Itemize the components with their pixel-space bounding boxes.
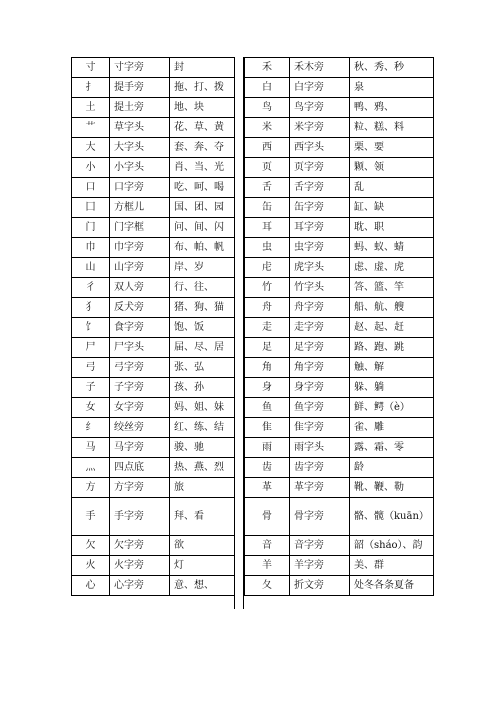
example-chars-cell: 红、练、结 — [170, 418, 235, 438]
radical-cell: 虫 — [245, 238, 290, 258]
radical-name-cell: 虎字头 — [290, 258, 350, 278]
radical-name-cell: 鸟字旁 — [290, 98, 350, 118]
radical-row — [245, 98, 434, 118]
radical-cell: 心 — [72, 576, 110, 596]
radical-cell: 白 — [245, 78, 290, 98]
radical-row — [245, 78, 434, 98]
radical-cell: 饣 — [72, 318, 110, 338]
example-chars-cell: 热、燕、烈 — [170, 458, 235, 478]
example-chars-cell: 猪、狗、猫 — [170, 298, 235, 318]
radical-row — [245, 298, 434, 318]
radical-name-cell: 四点底 — [110, 458, 170, 478]
radical-name-cell: 齿字旁 — [290, 458, 350, 478]
radical-cell: 米 — [245, 118, 290, 138]
example-chars-cell: 问、间、闪 — [170, 218, 235, 238]
radical-cell: 页 — [245, 158, 290, 178]
example-chars-cell: 鲜、鳄（è） — [350, 398, 434, 418]
radical-row — [72, 536, 235, 556]
radical-name-cell: 山字旁 — [110, 258, 170, 278]
radical-row — [72, 318, 235, 338]
radical-cell: 艹 — [72, 118, 110, 138]
radical-row — [72, 298, 235, 318]
radical-cell: 弓 — [72, 358, 110, 378]
radical-cell: 舌 — [245, 178, 290, 198]
example-chars-cell: 触、解 — [350, 358, 434, 378]
radical-name-cell: 火字旁 — [110, 556, 170, 576]
radical-name-cell: 双人旁 — [110, 278, 170, 298]
radical-name-cell: 竹字头 — [290, 278, 350, 298]
radical-cell: 手 — [72, 498, 110, 536]
radical-row — [245, 198, 434, 218]
radical-name-cell: 白字旁 — [290, 78, 350, 98]
radical-row — [72, 438, 235, 458]
radical-row — [72, 556, 235, 576]
radical-name-cell: 尸字头 — [110, 338, 170, 358]
radical-row — [72, 198, 235, 218]
radical-name-cell: 门字框 — [110, 218, 170, 238]
radical-name-cell: 食字旁 — [110, 318, 170, 338]
radical-row — [72, 478, 235, 498]
radical-name-cell: 音字旁 — [290, 536, 350, 556]
radical-cell: 骨 — [245, 498, 290, 536]
radical-cell: 马 — [72, 438, 110, 458]
radical-name-cell: 雨字头 — [290, 438, 350, 458]
radical-cell: 巾 — [72, 238, 110, 258]
radical-cell: 犭 — [72, 298, 110, 318]
radical-name-cell: 口字旁 — [110, 178, 170, 198]
radical-name-cell: 折文旁 — [290, 576, 350, 596]
radical-row — [245, 556, 434, 576]
radical-cell: 西 — [245, 138, 290, 158]
example-chars-cell: 吃、呵、喝 — [170, 178, 235, 198]
radical-cell: 彳 — [72, 278, 110, 298]
radical-cell: 山 — [72, 258, 110, 278]
example-chars-cell: 赵、起、赶 — [350, 318, 434, 338]
radical-name-cell: 舟字旁 — [290, 298, 350, 318]
radical-cell: 身 — [245, 378, 290, 398]
radical-name-cell: 耳字旁 — [290, 218, 350, 238]
radical-name-cell: 草字头 — [110, 118, 170, 138]
radical-cell: 隹 — [245, 418, 290, 438]
radical-row — [72, 458, 235, 478]
example-chars-cell: 肖、当、光 — [170, 158, 235, 178]
radical-row — [245, 458, 434, 478]
example-chars-cell: 行、往、 — [170, 278, 235, 298]
radical-row — [245, 398, 434, 418]
example-chars-cell: 乱 — [350, 178, 434, 198]
example-chars-cell: 届、尽、居 — [170, 338, 235, 358]
radical-cell: 竹 — [245, 278, 290, 298]
radical-cell: 齿 — [245, 458, 290, 478]
radical-cell: 耳 — [245, 218, 290, 238]
radical-name-cell: 羊字旁 — [290, 556, 350, 576]
radical-row — [245, 318, 434, 338]
example-chars-cell: 答、篮、竿 — [350, 278, 434, 298]
radical-row — [72, 118, 235, 138]
radical-row — [245, 478, 434, 498]
radical-cell: 欠 — [72, 536, 110, 556]
radical-cell: 囗 — [72, 198, 110, 218]
example-chars-cell: 妈、姐、妹 — [170, 398, 235, 418]
radical-name-cell: 身字旁 — [290, 378, 350, 398]
radical-cell: 口 — [72, 178, 110, 198]
example-chars-cell: 船、航、艘 — [350, 298, 434, 318]
radical-cell: 鸟 — [245, 98, 290, 118]
radical-row — [72, 338, 235, 358]
radical-cell: 革 — [245, 478, 290, 498]
radical-cell: 走 — [245, 318, 290, 338]
radical-name-cell: 小字头 — [110, 158, 170, 178]
example-chars-cell: 岸、岁 — [170, 258, 235, 278]
radical-cell: 鱼 — [245, 398, 290, 418]
radical-row — [72, 378, 235, 398]
radical-cell: 纟 — [72, 418, 110, 438]
radical-name-cell: 舌字旁 — [290, 178, 350, 198]
radical-row — [245, 438, 434, 458]
example-chars-cell: 处冬各条夏备 — [350, 576, 434, 596]
example-chars-cell: 骼、髋（kuān） — [350, 498, 434, 536]
radical-row — [72, 398, 235, 418]
radical-cell: 土 — [72, 98, 110, 118]
radical-row — [72, 98, 235, 118]
radical-name-cell: 页字旁 — [290, 158, 350, 178]
radical-name-cell: 缶字旁 — [290, 198, 350, 218]
example-chars-cell: 韶（sháo）、韵 — [350, 536, 434, 556]
radical-cell: 火 — [72, 556, 110, 576]
radical-row — [72, 218, 235, 238]
example-chars-cell: 美、群 — [350, 556, 434, 576]
radical-name-cell: 鱼字旁 — [290, 398, 350, 418]
radical-name-cell: 女字旁 — [110, 398, 170, 418]
radical-cell: 雨 — [245, 438, 290, 458]
example-chars-cell: 龄 — [350, 458, 434, 478]
radical-row — [72, 58, 235, 78]
radical-row — [245, 138, 434, 158]
example-chars-cell: 缸、缺 — [350, 198, 434, 218]
example-chars-cell: 蚂、蚁、蜻 — [350, 238, 434, 258]
radical-cell: 小 — [72, 158, 110, 178]
example-chars-cell: 孩、孙 — [170, 378, 235, 398]
radical-row — [245, 576, 434, 596]
radical-table-right — [244, 57, 434, 596]
radical-name-cell: 马字旁 — [110, 438, 170, 458]
radical-row — [72, 418, 235, 438]
radical-cell: 寸 — [72, 58, 110, 78]
radical-name-cell: 西字头 — [290, 138, 350, 158]
radical-cell: 门 — [72, 218, 110, 238]
example-chars-cell: 虑、虚、虎 — [350, 258, 434, 278]
radical-cell: 子 — [72, 378, 110, 398]
radical-cell: 音 — [245, 536, 290, 556]
example-chars-cell: 封 — [170, 58, 235, 78]
radical-name-cell: 手字旁 — [110, 498, 170, 536]
radical-cell: 灬 — [72, 458, 110, 478]
example-chars-cell: 灯 — [170, 556, 235, 576]
radical-name-cell: 革字旁 — [290, 478, 350, 498]
radical-cell: 羊 — [245, 556, 290, 576]
radical-cell: 扌 — [72, 78, 110, 98]
radical-row — [72, 138, 235, 158]
radical-name-cell: 提手旁 — [110, 78, 170, 98]
radical-name-cell: 足字旁 — [290, 338, 350, 358]
example-chars-cell: 花、草、黄 — [170, 118, 235, 138]
radical-cell: 角 — [245, 358, 290, 378]
radical-name-cell: 方框儿 — [110, 198, 170, 218]
radical-row — [245, 218, 434, 238]
radical-row — [245, 378, 434, 398]
example-chars-cell: 靴、鞭、勒 — [350, 478, 434, 498]
radical-name-cell: 弓字旁 — [110, 358, 170, 378]
radical-name-cell: 大字头 — [110, 138, 170, 158]
radical-row — [245, 158, 434, 178]
example-chars-cell: 路、跑、跳 — [350, 338, 434, 358]
example-chars-cell: 饱、饭 — [170, 318, 235, 338]
radical-name-cell: 子字旁 — [110, 378, 170, 398]
radical-row — [72, 358, 235, 378]
radical-row — [72, 258, 235, 278]
radical-name-cell: 骨字旁 — [290, 498, 350, 536]
radical-name-cell: 虫字旁 — [290, 238, 350, 258]
radical-row — [245, 358, 434, 378]
example-chars-cell: 栗、要 — [350, 138, 434, 158]
radical-name-cell: 隹字旁 — [290, 418, 350, 438]
radical-row — [72, 158, 235, 178]
radical-row — [72, 178, 235, 198]
radical-row — [245, 498, 434, 536]
radical-row — [245, 258, 434, 278]
radical-cell: 禾 — [245, 58, 290, 78]
radical-name-cell: 欠字旁 — [110, 536, 170, 556]
example-chars-cell: 雀、雕 — [350, 418, 434, 438]
example-chars-cell: 秋、秀、秒 — [350, 58, 434, 78]
example-chars-cell: 骏、驰 — [170, 438, 235, 458]
radical-cell: 虍 — [245, 258, 290, 278]
radical-row — [245, 418, 434, 438]
radical-cell: 足 — [245, 338, 290, 358]
example-chars-cell: 旅 — [170, 478, 235, 498]
radical-row — [245, 278, 434, 298]
example-chars-cell: 布、帕、帆 — [170, 238, 235, 258]
radical-row — [72, 498, 235, 536]
radical-row — [72, 576, 235, 596]
example-chars-cell: 拖、打、拨 — [170, 78, 235, 98]
radical-cell: 女 — [72, 398, 110, 418]
radical-row — [245, 536, 434, 556]
example-chars-cell: 国、团、园 — [170, 198, 235, 218]
radical-name-cell: 提土旁 — [110, 98, 170, 118]
radical-row — [72, 238, 235, 258]
radical-name-cell: 走字旁 — [290, 318, 350, 338]
radical-cell: 方 — [72, 478, 110, 498]
radical-cell: 大 — [72, 138, 110, 158]
radical-name-cell: 寸字旁 — [110, 58, 170, 78]
example-chars-cell: 欲 — [170, 536, 235, 556]
example-chars-cell: 泉 — [350, 78, 434, 98]
example-chars-cell: 张、弘 — [170, 358, 235, 378]
radical-name-cell: 角字旁 — [290, 358, 350, 378]
radical-row — [245, 178, 434, 198]
radical-name-cell: 心字旁 — [110, 576, 170, 596]
radical-row — [245, 238, 434, 258]
column-divider — [234, 57, 244, 609]
radical-row — [72, 278, 235, 298]
radical-name-cell: 反犬旁 — [110, 298, 170, 318]
radical-cell: 尸 — [72, 338, 110, 358]
radical-name-cell: 米字旁 — [290, 118, 350, 138]
example-chars-cell: 耽、职 — [350, 218, 434, 238]
example-chars-cell: 地、块 — [170, 98, 235, 118]
radical-name-cell: 绞丝旁 — [110, 418, 170, 438]
radical-row — [72, 78, 235, 98]
example-chars-cell: 鸭、鸦、 — [350, 98, 434, 118]
radical-cell: 夂 — [245, 576, 290, 596]
radical-name-cell: 禾木旁 — [290, 58, 350, 78]
example-chars-cell: 套、奔、夺 — [170, 138, 235, 158]
radical-row — [245, 338, 434, 358]
radical-cell: 缶 — [245, 198, 290, 218]
example-chars-cell: 躲、躺 — [350, 378, 434, 398]
radical-cell: 舟 — [245, 298, 290, 318]
example-chars-cell: 露、霜、零 — [350, 438, 434, 458]
radical-row — [245, 118, 434, 138]
example-chars-cell: 拜、看 — [170, 498, 235, 536]
example-chars-cell: 粒、糕、料 — [350, 118, 434, 138]
radical-row — [245, 58, 434, 78]
radical-name-cell: 方字旁 — [110, 478, 170, 498]
example-chars-cell: 意、想、 — [170, 576, 235, 596]
radical-table-left — [71, 57, 235, 596]
example-chars-cell: 颗、领 — [350, 158, 434, 178]
radical-name-cell: 巾字旁 — [110, 238, 170, 258]
